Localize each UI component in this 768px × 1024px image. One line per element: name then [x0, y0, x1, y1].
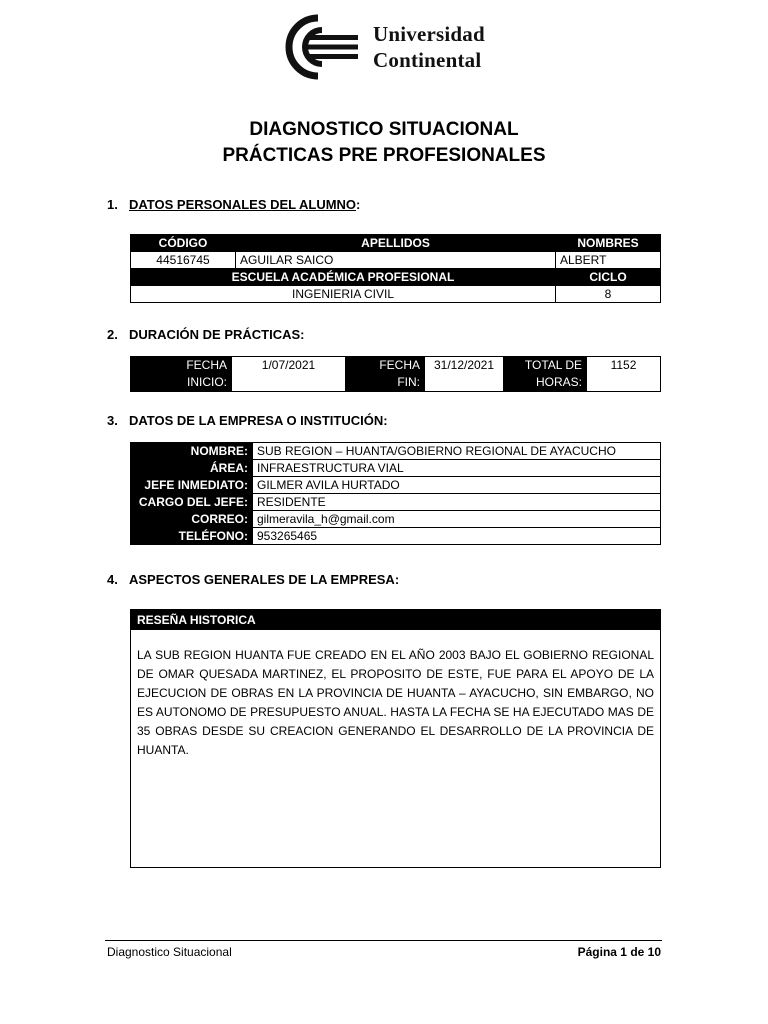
- company-row-label: NOMBRE:: [131, 443, 253, 460]
- header-codigo: CÓDIGO: [131, 235, 236, 252]
- total-horas-label: [504, 357, 587, 392]
- section-heading-2: [107, 327, 305, 343]
- total-horas-label-line1: TOTAL DE: [524, 358, 582, 372]
- section-heading-3: [107, 413, 388, 429]
- company-data-table: [130, 442, 661, 545]
- fecha-fin-label-line1: FECHA: [379, 358, 420, 372]
- resena-historica-text: LA SUB REGION HUANTA FUE CREADO EN EL AÑO 2003 BAJO EL GOBIERNO REGIONAL DE OMAR QUESADA MARTINEZ, EL PROPOSITO DE ESTE, FUE PARA EL APOYO DE LA EJECUCION DE OBRAS EN LA PROVINCIA DE HUANTA – AYACUCHO, SIN EMBARGO, NO ES AUTONOMO DE PRESUPUESTO ANUAL. HASTA LA FECHA SE HA EJECUTADO MAS DE 35 OBRAS DESDE SU CREACION GENERANDO EL DESARROLLO DE LA PROVINCIA DE HUANTA.: [137, 648, 654, 757]
- logo-text-line1: Universidad: [373, 22, 485, 46]
- fecha-fin-value: 31/12/2021: [425, 357, 504, 392]
- section-label: ASPECTOS GENERALES DE LA EMPRESA:: [129, 572, 400, 587]
- company-row-value: 953265465: [253, 528, 661, 545]
- section-heading-1: [107, 197, 360, 213]
- fecha-inicio-label-line2: INICIO:: [186, 375, 227, 389]
- header-apellidos: APELLIDOS: [236, 235, 556, 252]
- company-row-value: INFRAESTRUCTURA VIAL: [253, 460, 661, 477]
- section-number: 4.: [107, 572, 118, 587]
- escuela-value: INGENIERIA CIVIL: [131, 286, 556, 303]
- total-horas-value: 1152: [587, 357, 661, 392]
- resena-historica-box: [130, 609, 661, 868]
- fecha-fin-label: [346, 357, 425, 392]
- company-row-label: TELÉFONO:: [131, 528, 253, 545]
- fecha-inicio-label-line1: FECHA: [186, 358, 227, 372]
- apellidos-value: AGUILAR SAICO: [236, 252, 556, 269]
- section-heading-4: [107, 572, 399, 588]
- section-label-suffix: :: [356, 197, 361, 212]
- section-label: DURACIÓN DE PRÁCTICAS:: [129, 327, 305, 342]
- student-data-table: [130, 234, 661, 303]
- fecha-fin-label-line2: FIN:: [397, 375, 420, 389]
- company-row-value: gilmeravila_h@gmail.com: [253, 511, 661, 528]
- section-number: 1.: [107, 197, 118, 212]
- section-label: DATOS PERSONALES DEL ALUMNO: [129, 197, 357, 212]
- company-row-value: GILMER AVILA HURTADO: [253, 477, 661, 494]
- document-subtitle: PRÁCTICAS PRE PROFESIONALES: [222, 145, 546, 166]
- nombres-value: ALBERT: [556, 252, 661, 269]
- section-number: 3.: [107, 413, 118, 428]
- footer-document-name: Diagnostico Situacional: [107, 945, 232, 959]
- logo-text-line2: Continental: [373, 48, 482, 72]
- codigo-value: 44516745: [131, 252, 236, 269]
- header-escuela: ESCUELA ACADÉMICA PROFESIONAL: [131, 269, 556, 286]
- total-horas-label-line2: HORAS:: [535, 375, 582, 389]
- section-number: 2.: [107, 327, 118, 342]
- header-nombres: NOMBRES: [556, 235, 661, 252]
- footer-divider: [105, 940, 662, 941]
- ciclo-value: 8: [556, 286, 661, 303]
- company-row-value: SUB REGION – HUANTA/GOBIERNO REGIONAL DE AYACUCHO: [253, 443, 661, 460]
- section-label: DATOS DE LA EMPRESA O INSTITUCIÓN:: [129, 413, 388, 428]
- university-logo: [278, 14, 508, 80]
- fecha-inicio-value: 1/07/2021: [232, 357, 346, 392]
- duration-table: [130, 356, 661, 392]
- resena-historica-heading: RESEÑA HISTORICA: [131, 610, 660, 630]
- header-ciclo: CICLO: [556, 269, 661, 286]
- document-title: DIAGNOSTICO SITUACIONAL: [249, 119, 519, 140]
- company-row-label: JEFE INMEDIATO:: [131, 477, 253, 494]
- company-row-label: CARGO DEL JEFE:: [131, 494, 253, 511]
- footer-page-number: Página 1 de 10: [577, 945, 661, 959]
- university-logo-icon: [278, 14, 362, 80]
- company-row-label: ÁREA:: [131, 460, 253, 477]
- company-row-label: CORREO:: [131, 511, 253, 528]
- fecha-inicio-label: [131, 357, 232, 392]
- company-row-value: RESIDENTE: [253, 494, 661, 511]
